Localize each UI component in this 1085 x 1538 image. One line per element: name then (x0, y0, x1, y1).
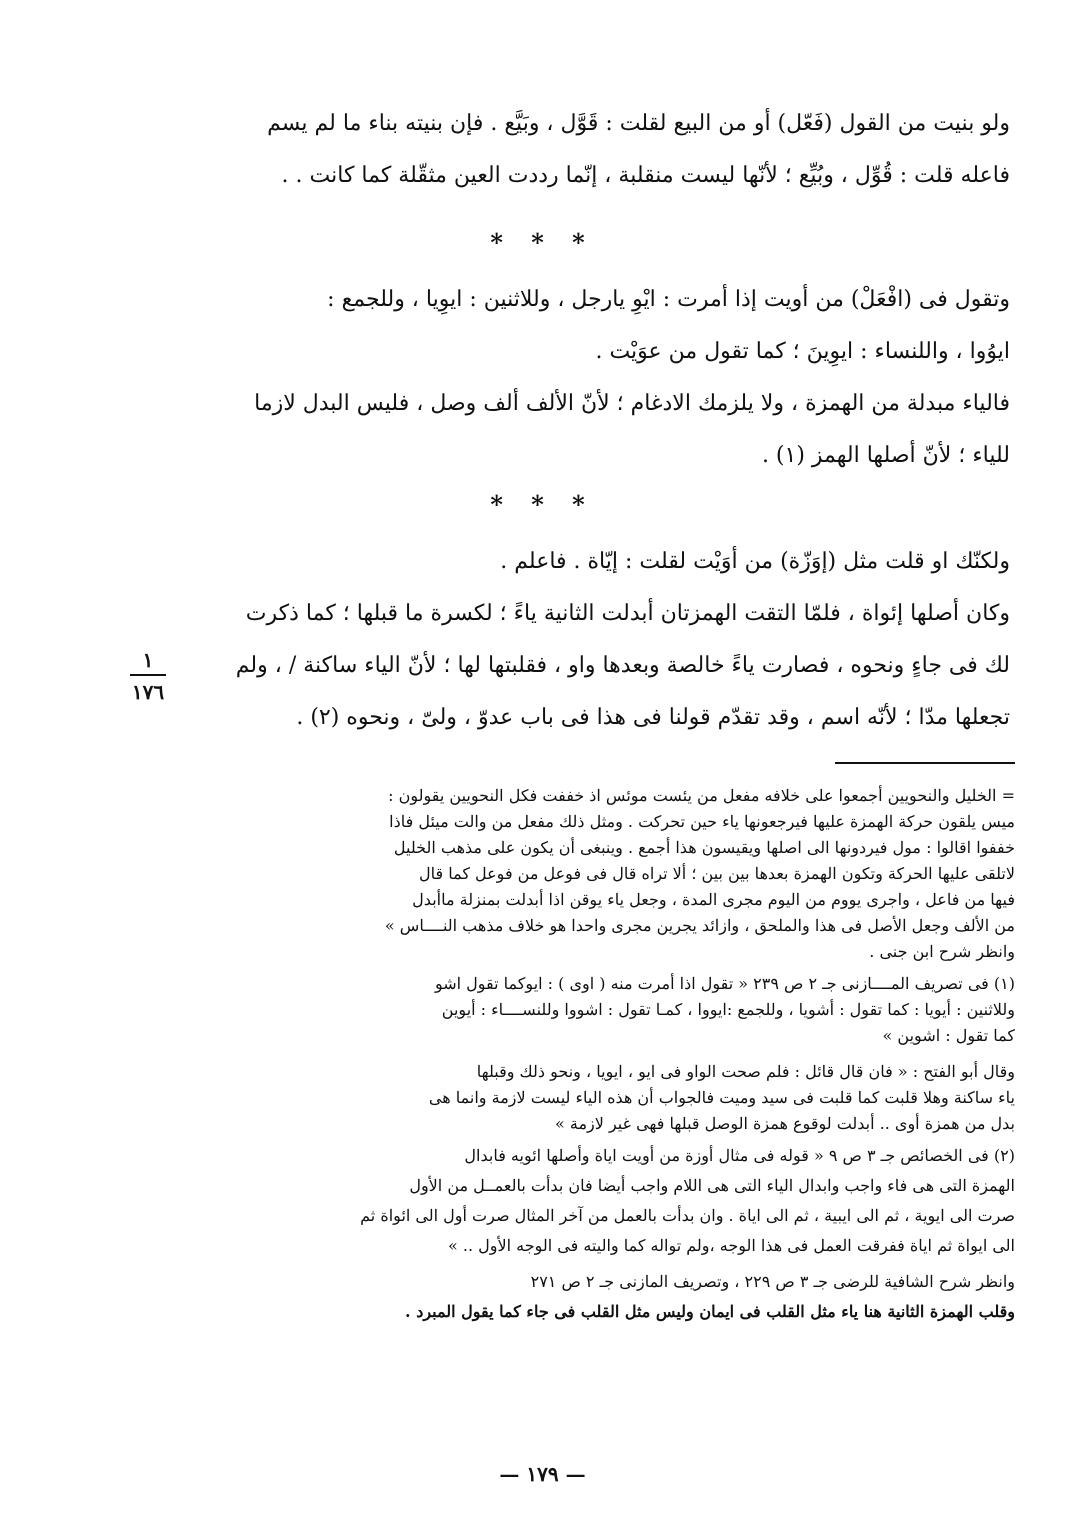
footnote-1b-line: ياء ساكنة وهلا قلبت كما قلبت فى سيد وميت فالجواب أن هذه الياء ليست لازمة وانما هى (428, 1088, 1015, 1107)
footnote-line: وانظر شرح ابن جنى . (869, 942, 1015, 961)
footnote-1b-line: وقال أبو الفتح : « فان قال قائل : فلم صحت الواو فى ايو ، ايويا ، ونحو ذلك وقبلها (476, 1062, 1015, 1081)
margin-ref-top: ١ (142, 648, 154, 672)
footnote-2-line: الى ايواة ثم اياة ففرقت العمل فى هذا الوجه ،ولم تواله كما واليته فى الوجه الأول .. » (448, 1236, 1015, 1255)
footnote-1-line: وللاثنين : أيويا : كما تقول : أشويا ، وللجمع :ايووا ، كمـا تقول : اشووا وللنســــاء : أيوين (441, 1000, 1015, 1019)
footnote-line: وانظر شرح الشافية للرضى جـ ٣ ص ٢٢٩ ، وتصريف المازنى جـ ٢ ص ٢٧١ (530, 1272, 1015, 1291)
main-text-line: فاعله قلت : قُوِّل ، وبُيِّع ؛ لأنّها ليست منقلبة ، إنّما رددت العين مثقّلة كما كانت . . (281, 163, 1010, 188)
main-text-line: وتقول فى (افْعَلْ) من أويت إذا أمرت : ايْوِ يارجل ، وللاثنين : ايوِيا ، وللجمع : (327, 287, 1010, 312)
page-number: — ١٧٩ — (499, 1462, 586, 1486)
footnote-line: خففوا اقالوا : مول فيردونها الى اصلها ويقيسون هذا أجمع . وينبغى أن يكون على مذهب الخليل (393, 838, 1015, 857)
footnote-line: لاتلقى عليها الحركة وتكون الهمزة بعدها بين بين ؛ ألا تراه قال فى فوعل من فوعل كما قال (418, 864, 1015, 883)
section-separator-stars: * * * (490, 228, 595, 257)
footnote-2-line: (٢) فى الخصائص جـ ٣ ص ٩ « قوله فى مثال أوزة من أويت اياة وأصلها ائويه فابدال (464, 1146, 1015, 1165)
footnote-2-line: صرت الى ايوية ، ثم الى ايبية ، ثم الى اياة . وان بدأت بالعمل من آخر المثال صرت أول الى ائواة ثم (360, 1206, 1015, 1225)
main-text-line: ولو بنيت من القول (فَعّل) أو من البيع لقلت : قَوَّل ، وبَيَّع . فإن بنيته بناء ما لم يسم (267, 111, 1010, 136)
main-text-line: لك فى جاءٍ ونحوه ، فصارت ياءً خالصة وبعدها واو ، فقلبتها لها ؛ لأنّ الياء ساكنة / ، ولم (235, 653, 1010, 678)
footnote-separator (835, 762, 1015, 764)
footnote-1b-line: بدل من همزة أوى .. أبدلت لوقوع همزة الوصل قبلها فهى غير لازمة » (555, 1114, 1015, 1133)
main-text-line: وكان أصلها إئواة ، فلمّا التقت الهمزتان أبدلت الثانية ياءً ؛ لكسرة ما قبلها ؛ كما ذكرت (245, 601, 1010, 626)
main-text-line: للياء ؛ لأنّ أصلها الهمز (١) . (761, 443, 1010, 468)
main-text-line: تجعلها مدّا ؛ لأنّه اسم ، وقد تقدّم قولنا فى هذا فى باب عدوّ ، ولىّ ، ونحوه (٢) . (296, 705, 1010, 730)
footnote-line: ميس يلقون حركة الهمزة عليها فيرجعونها ياء حين تحركت . ومثل ذلك مفعل من والت ميئل فاذا (389, 812, 1015, 831)
margin-ref-divider (130, 674, 166, 676)
footnote-2-line: الهمزة التى هى فاء واجب وابدال الياء التى هى اللام واجب أيضا فان بدأت بالعمــل من الأول (409, 1176, 1015, 1195)
footnote-1-line: (١) فى تصريف المــــازنى جـ ٢ ص ٢٣٩ « تقول اذا أمرت منه ( اوى ) : ايوكما تقول اشو (434, 974, 1015, 993)
main-text-line: ايوُوا ، واللنساء : ايوِينَ ؛ كما تقول من عوَيْت . (595, 339, 1010, 364)
footnote-line: فيها من فاعل ، واجرى يووم من اليوم مجرى المدة ، وجعل ياء يوقن اذا أبدلت بمنزلة ماأبدل (412, 890, 1015, 909)
margin-page-reference (118, 648, 178, 704)
footnote-line: من الألف وجعل الأصل فى هذا والملحق ، وازائد يجرين مجرى واحدا هو خلاف مذهب النــــاس » (384, 916, 1015, 935)
margin-ref-bottom: ١٧٦ (131, 680, 165, 704)
main-text-line: ولكنّك او قلت مثل (إوَزّة) من أوَيْت لقلت : إيّاة . فاعلم . (500, 549, 1010, 574)
footnote-line: = الخليل والنحويين أجمعوا على خلافه مفعل من يئست موئس اذ خففت فكل النحويين يقولون : (388, 786, 1015, 805)
main-text-line: فالياء مبدلة من الهمزة ، ولا يلزمك الادغام ؛ لأنّ الألف ألف وصل ، فليس البدل لازما (254, 391, 1010, 416)
footnote-line: وقلب الهمزة الثانية هنا ياء مثل القلب فى ايمان وليس مثل القلب فى جاء كما يقول المبرد . (405, 1302, 1015, 1321)
footnote-1-line: كما تقول : اشوين » (882, 1026, 1015, 1045)
section-separator-stars: * * * (490, 490, 595, 519)
